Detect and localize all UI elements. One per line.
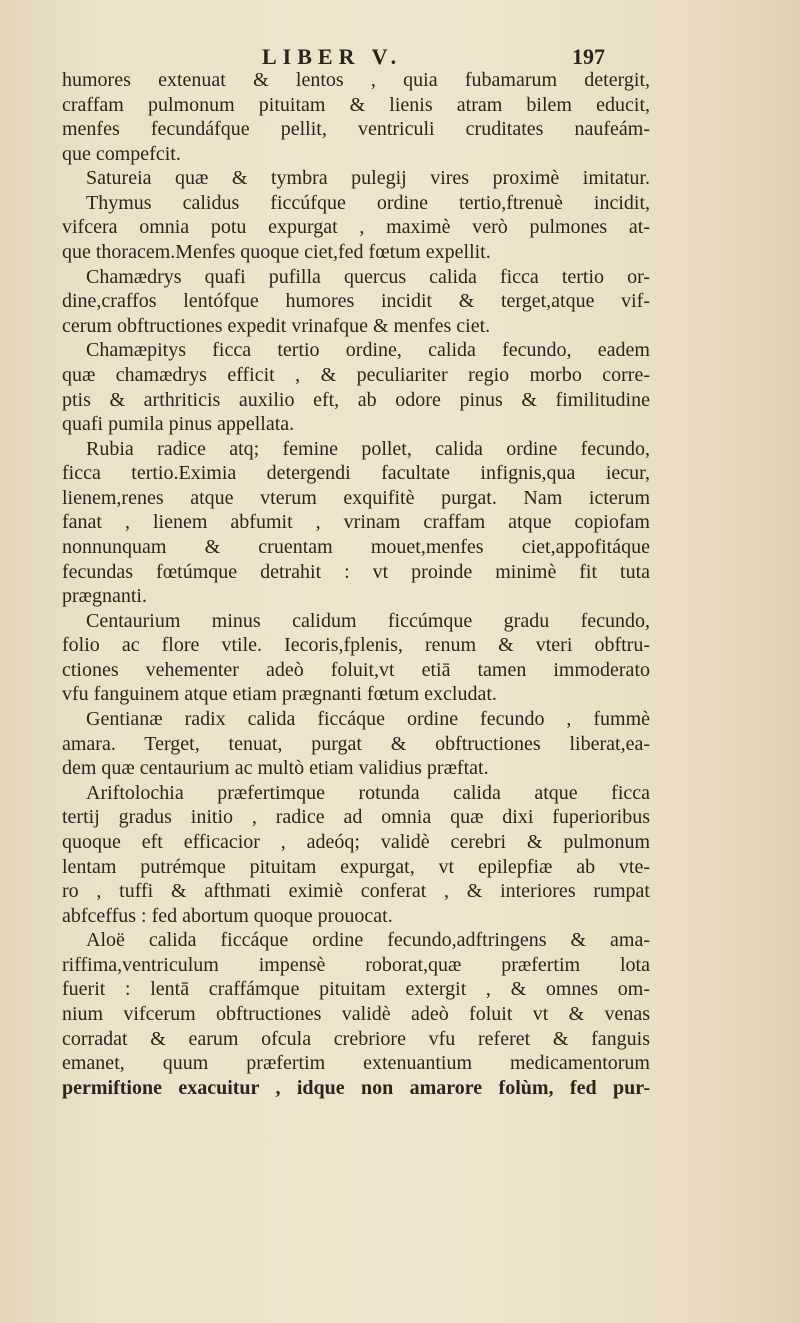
text-line: Chamædrys quafi pufilla quercus calida ficca tertio or- (86, 265, 650, 288)
text-line: ro , tuffi & afthmati eximiè conferat , & interiores rumpat (62, 880, 650, 903)
text-line: Aloë calida ficcáque ordine fecundo,adftringens & ama- (86, 929, 650, 952)
text-line: riffima,ventriculum impensè roborat,quæ præfertim lota (62, 953, 650, 976)
text-line: fanat , lienem abfumit , vrinam craffam atque copiofam (62, 511, 650, 534)
text-line: quafi pumila pinus appellata. (62, 413, 295, 436)
text-line: emanet, quum præfertim extenuantium medicamentorum (62, 1052, 650, 1075)
text-line: nonnunquam & cruentam mouet,menfes ciet,appofitáque (62, 535, 650, 558)
text-line: Rubia radice atq; femine pollet, calida ordine fecundo, (86, 437, 650, 460)
text-line: amara. Terget, tenuat, purgat & obftructiones liberat,ea- (62, 732, 650, 755)
text-line: craffam pulmonum pituitam & lienis atram bilem educit, (62, 93, 650, 116)
text-line: prægnanti. (62, 585, 147, 608)
text-line: nium vifcerum obftructiones validè adeò foluit vt & venas (62, 1002, 650, 1025)
text-line: quæ chamædrys efficit , & peculiariter regio morbo corre- (62, 363, 650, 386)
text-line: lienem,renes atque vterum exquifitè purgat. Nam icterum (62, 486, 650, 509)
text-line: Centaurium minus calidum ficcúmque gradu fecundo, (86, 609, 650, 632)
text-line: vifcera omnia potu expurgat , maximè verò pulmones at- (62, 216, 650, 239)
page-header (0, 44, 800, 70)
text-line: folio ac flore vtile. Iecoris,fplenis, renum & vteri obftru- (62, 634, 650, 657)
text-line: menfes fecundáfque pellit, ventriculi cruditates naufeám- (62, 118, 650, 141)
text-line: Satureia quæ & tymbra pulegij vires proximè imitatur. (86, 167, 650, 190)
text-line: lentam putrémque pituitam expurgat, vt epilepfiæ ab vte- (62, 855, 650, 878)
text-line: abfceffus : fed abortum quoque prouocat. (62, 904, 393, 927)
text-line: Thymus calidus ficcúfque ordine tertio,ftrenuè incidit, (86, 191, 650, 214)
text-line: quoque eft efficacior , adeóq; validè cerebri & pulmonum (62, 830, 650, 853)
text-line: corradat & earum ofcula crebriore vfu referet & fanguis (62, 1027, 650, 1050)
text-line: Gentianæ radix calida ficcáque ordine fecundo , fummè (86, 708, 650, 731)
running-title: LIBER V. (262, 44, 403, 69)
body-text (62, 68, 650, 1100)
text-line: Ariftolochia præfertimque rotunda calida atque ficca (86, 781, 650, 804)
page-number: 197 (572, 44, 605, 69)
text-line: cerum obftructiones expedit vrinafque & menfes ciet. (62, 314, 491, 337)
text-line: fuerit : lentā craffámque pituitam extergit , & omnes om- (62, 978, 650, 1001)
text-line: vfu fanguinem atque etiam prægnanti fœtum excludat. (62, 683, 497, 706)
text-line: humores extenuat & lentos , quia fubamarum detergit, (62, 69, 650, 91)
text-line: dem quæ centaurium ac multò etiam validius præftat. (62, 757, 489, 780)
text-line: que thoracem.Menfes quoque ciet,fed fœtum expellit. (62, 241, 491, 264)
text-line: que compefcit. (62, 142, 181, 165)
text-line: Chamæpitys ficca tertio ordine, calida fecundo, eadem (86, 339, 650, 362)
text-line: ficca tertio.Eximia detergendi facultate infignis,qua iecur, (62, 462, 650, 485)
text-line: ctiones vehementer adeò foluit,vt etiā tamen immoderato (62, 658, 650, 681)
text-line: fecundas fœtúmque detrahit : vt proinde minimè fit tuta (62, 560, 650, 583)
text-line: permiftione exacuitur , idque non amarore folùm, fed pur- (62, 1076, 650, 1099)
text-line: tertij gradus initio , radice ad omnia quæ dixi fuperioribus (62, 806, 650, 829)
text-line: dine,craffos lentófque humores incidit & terget,atque vif- (62, 290, 650, 313)
text-line: ptis & arthriticis auxilio eft, ab odore pinus & fimilitudine (62, 388, 650, 411)
